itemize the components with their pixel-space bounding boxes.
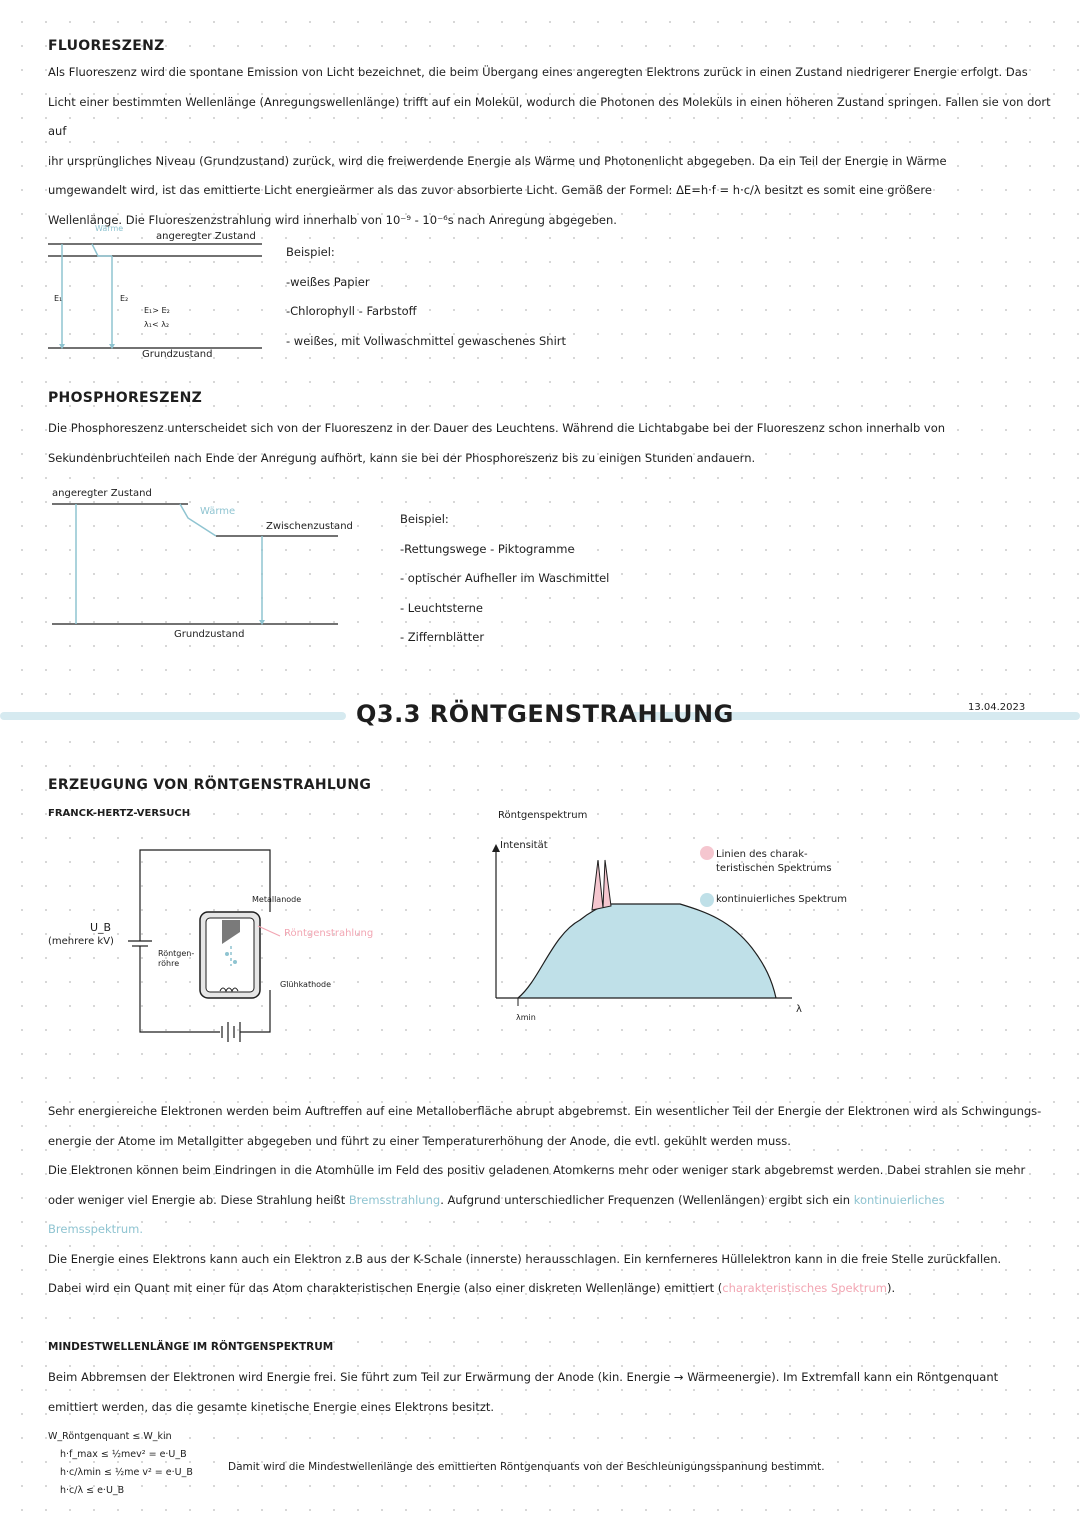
example-item: -weißes Papier — [286, 274, 370, 289]
legend-continuous: kontinuierliches Spektrum — [716, 894, 847, 905]
gluehkathode-label: Glühkathode — [280, 980, 332, 989]
text-run: oder weniger viel Energie ab. Diese Strahlung heißt — [48, 1192, 349, 1207]
formula-block — [48, 1428, 193, 1500]
highlighted-term: Bremsspektrum. — [48, 1222, 144, 1236]
continuous-spectrum-area — [518, 904, 776, 998]
example-item: - weißes, mit Vollwaschmittel gewaschenes Shirt — [286, 333, 566, 348]
waerme-label: Wärme — [200, 506, 236, 517]
text-run: Dabei wird ein Quant mit einer für das Atom charakteristischen Energie (also einer diskreten Wellenlänge) emittiert ( — [48, 1281, 723, 1295]
text-line: Licht einer bestimmten Wellenlänge (Anregungswellenlänge) trifft auf ein Molekül, wodurch die Photonen des Moleküls in einen höheren Zustand springen. Fallen sie von dort auf — [48, 94, 1051, 138]
bremsstrahlung-text — [48, 1097, 1068, 1304]
text-line: Als Fluoreszenz wird die spontane Emission von Licht bezeichnet, die beim Übergang eines angeregten Elektrons zurück in einen Zustand niedrigerer Energie erfolgt. Das — [48, 65, 1028, 79]
franck-hertz-heading: FRANCK-HERTZ-VERSUCH — [48, 808, 191, 819]
grundzustand-label: Grundzustand — [174, 629, 245, 640]
e2-label: E₂ — [120, 294, 129, 303]
example-item: -Rettungswege - Piktogramme — [400, 541, 575, 556]
section-title: Q3.3 RÖNTGENSTRAHLUNG — [356, 700, 734, 728]
highlighted-term: kontinuierliches — [853, 1192, 945, 1207]
text-line — [48, 1156, 1068, 1186]
example-title: Beispiel: — [286, 245, 335, 259]
roentgenroehre-circuit — [110, 846, 300, 1046]
mindestwellenlaenge-heading: MINDESTWELLENLÄNGE IM RÖNTGENSPEKTRUM — [48, 1341, 334, 1353]
text-run: Sehr energiereiche Elektronen werden beim Auftreffen auf eine Metalloberfläche abrupt abgebremst. Ein wesentlicher Teil der Energie der Elektronen wird als Schwingungs- — [48, 1104, 1042, 1118]
text-line: Sekundenbruchteilen nach Ende der Anregung aufhört, kann sie bei der Phosphoreszenz bis zu einigen Stunden andauern. — [48, 450, 756, 465]
text-line: Die Phosphoreszenz unterscheidet sich von der Fluoreszenz in der Dauer des Leuchtens. Während die Lichtabgabe bei der Fluoreszenz schon innerhalb von — [48, 421, 946, 435]
highlighted-term: Bremsstrahlung — [348, 1192, 441, 1207]
text-line: emittiert werden, das die gesamte kinetische Energie eines Elektrons besitzt. — [48, 1399, 495, 1414]
angeregter-zustand-label: angeregter Zustand — [52, 488, 152, 499]
formula-line: h·c/λ ≤ e·U_B — [60, 1485, 125, 1496]
example-item: - Ziffernblätter — [400, 630, 485, 644]
x-axis-label: λ — [796, 1004, 802, 1015]
text-line — [48, 1245, 1068, 1275]
title-bar-left — [0, 712, 346, 720]
phosphoreszenz-heading: PHOSPHORESZENZ — [48, 390, 203, 406]
text-line — [48, 1215, 1068, 1245]
legend-characteristic — [716, 848, 832, 876]
voltage-label: (mehrere kV) — [48, 936, 114, 947]
waerme-label: Wärme — [95, 224, 124, 233]
grundzustand-label: Grundzustand — [142, 349, 213, 360]
lambda-min-label: λmin — [516, 1013, 536, 1022]
e1-label: E₁ — [54, 294, 63, 303]
legend-label: Linien des charak- — [716, 849, 808, 860]
mindestwellenlaenge-paragraph — [48, 1363, 1068, 1422]
zwischenzustand-label: Zwischenzustand — [266, 521, 353, 532]
fluoreszenz-paragraph — [48, 58, 1058, 235]
example-title: Beispiel: — [400, 512, 449, 526]
ub-label: U_B — [90, 921, 112, 934]
legend-swatch-characteristic — [700, 846, 714, 860]
y-axis-label: Intensität — [500, 840, 548, 851]
phosphoreszenz-paragraph — [48, 414, 1058, 473]
text-run: Die Energie eines Elektrons kann auch ein Elektron z.B aus der K-Schale (innerste) herausschlagen. Ein kernferneres Hüllelektron kann in die freie Stelle zurückfallen. — [48, 1251, 1002, 1266]
spektrum-title: Röntgenspektrum — [498, 810, 588, 821]
text-line — [48, 1186, 1068, 1216]
text-line: umgewandelt wird, ist das emittierte Licht energieärmer als das zuvor absorbierte Licht. Gemäß der Formel: ΔE=h·f = h·c/λ besitzt es somit eine größere — [48, 183, 932, 197]
text-line: Wellenlänge. Die Fluoreszenzstrahlung wird innerhalb von 10⁻⁹ - 10⁻⁶s nach Anregung abgegeben. — [48, 212, 617, 227]
erzeugung-heading: ERZEUGUNG VON RÖNTGENSTRAHLUNG — [48, 777, 372, 793]
highlighted-term: charakteristisches Spektrum — [722, 1281, 887, 1295]
text-line — [48, 1097, 1068, 1127]
legend-label: teristischen Spektrums — [716, 863, 832, 874]
text-line — [48, 1274, 1068, 1304]
fluoreszenz-heading: FLUORESZENZ — [48, 38, 165, 54]
formula-line: h·f_max ≤ ½mev² = e·U_B — [60, 1449, 187, 1460]
energy-relation: E₁> E₂ — [144, 306, 170, 315]
date-label: 13.04.2023 — [968, 702, 1026, 713]
phosphoreszenz-examples — [400, 505, 609, 653]
legend-swatch-continuous — [700, 893, 714, 907]
text-line — [48, 1127, 1068, 1157]
example-item: -Chlorophyll - Farbstoff — [286, 304, 417, 318]
example-item: - Leuchtsterne — [400, 600, 483, 615]
text-run: Die Elektronen können beim Eindringen in die Atomhülle im Feld des positiv geladenen Atomkerns mehr oder weniger stark abgebremst werden. Dabei strahlen sie mehr — [48, 1163, 1026, 1177]
text-run: . Aufgrund unterschiedlicher Frequenzen (Wellenlängen) ergibt sich ein — [440, 1192, 854, 1207]
fluoreszenz-energy-diagram — [40, 222, 280, 368]
wavelength-relation: λ₁< λ₂ — [144, 320, 170, 329]
metallanode-label: Metallanode — [252, 895, 302, 904]
phosphoreszenz-energy-diagram — [48, 500, 348, 630]
formula-line: h·c/λmin ≤ ½me v² = e·U_B — [60, 1467, 193, 1478]
roehre-label: Röntgen-röhre — [158, 949, 195, 968]
fluoreszenz-examples — [286, 238, 566, 356]
example-item: - optischer Aufheller im Waschmittel — [400, 571, 610, 585]
text-run: energie der Atome im Metallgitter abgegeben und führt zu einer Temperaturerhöhung der Anode, die evtl. gekühlt werden muss. — [48, 1133, 791, 1148]
formula-line: W_Röntgenquant ≤ W_kin — [48, 1431, 172, 1442]
text-run: ). — [886, 1281, 896, 1295]
angeregter-zustand-label: angeregter Zustand — [156, 231, 256, 242]
mindestwellenlaenge-note: Damit wird die Mindestwellenlänge des emittierten Röntgenquants von der Beschleunigungsspannung bestimmt. — [228, 1461, 825, 1473]
text-line: Beim Abbremsen der Elektronen wird Energie frei. Sie führt zum Teil zur Erwärmung der Anode (kin. Energie → Wärmeenergie). Im Extremfall kann ein Röntgenquant — [48, 1370, 999, 1384]
roentgenstrahlung-label: Röntgenstrahlung — [284, 928, 374, 939]
text-line: ihr ursprüngliches Niveau (Grundzustand) zurück, wird die freiwerdende Energie als Wärme und Photonenlicht abgegeben. Da ein Teil der Energie in Wärme — [48, 153, 947, 168]
characteristic-lines — [592, 860, 611, 910]
